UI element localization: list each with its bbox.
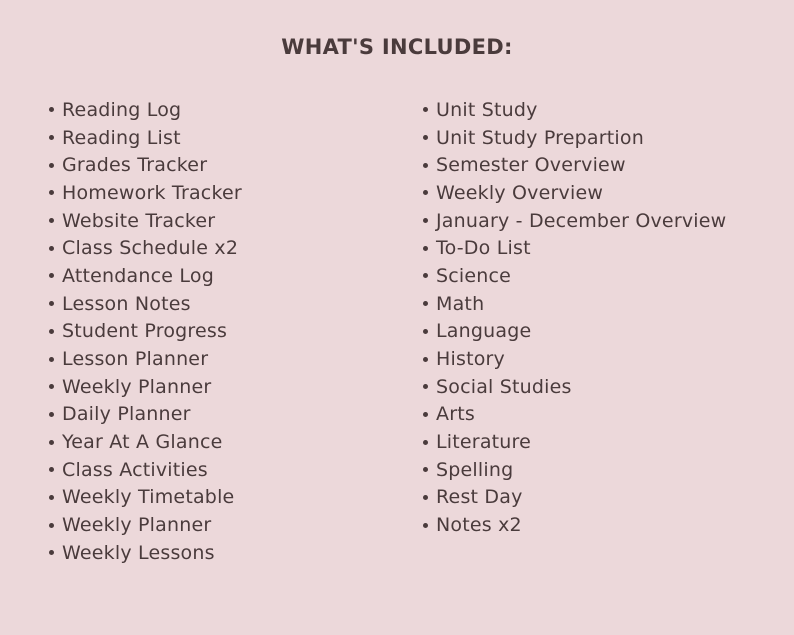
list-item — [47, 318, 242, 346]
list-item — [421, 484, 726, 512]
bullet-icon — [49, 523, 54, 528]
list-item — [47, 124, 242, 152]
list-item — [421, 290, 726, 318]
list-item — [47, 207, 242, 235]
bullet-icon — [49, 495, 54, 500]
list-item — [47, 401, 242, 429]
bullet-icon — [423, 440, 428, 445]
bullet-icon — [49, 163, 54, 168]
bullet-icon — [49, 218, 54, 223]
list-item-label: Notes x2 — [436, 514, 522, 537]
list-item — [47, 345, 242, 373]
list-item — [421, 179, 726, 207]
bullet-icon — [423, 190, 428, 195]
list-item — [421, 96, 726, 124]
list-item — [421, 511, 726, 539]
bullet-icon — [423, 329, 428, 334]
bullet-icon — [49, 135, 54, 140]
list-item — [47, 456, 242, 484]
list-item — [421, 456, 726, 484]
bullet-icon — [49, 301, 54, 306]
bullet-icon — [49, 329, 54, 334]
list-item-label: Rest Day — [436, 486, 523, 509]
bullet-icon — [423, 246, 428, 251]
bullet-icon — [423, 273, 428, 278]
list-item-label: Homework Tracker — [62, 181, 242, 204]
list-item-label: Reading Log — [62, 98, 182, 121]
bullet-icon — [423, 495, 428, 500]
list-item-label: Weekly Timetable — [62, 486, 235, 509]
list-item — [421, 345, 726, 373]
bullet-icon — [423, 107, 428, 112]
list-item — [47, 484, 242, 512]
list-item — [47, 428, 242, 456]
list-item-label: Grades Tracker — [62, 154, 208, 177]
list-item — [421, 373, 726, 401]
list-item-label: Language — [436, 320, 532, 343]
list-item-label: Class Activities — [62, 458, 208, 481]
list-item — [47, 151, 242, 179]
list-item — [421, 262, 726, 290]
bullet-icon — [49, 190, 54, 195]
list-item-label: Weekly Planner — [62, 375, 212, 398]
bullet-icon — [49, 107, 54, 112]
list-item-label: Year At A Glance — [62, 431, 223, 454]
list-item — [421, 428, 726, 456]
list-item-label: Unit Study — [436, 98, 538, 121]
list-item — [421, 151, 726, 179]
list-item-label: Attendance Log — [62, 264, 214, 287]
list-item-label: Science — [436, 264, 512, 287]
bullet-icon — [423, 523, 428, 528]
list-item-label: Weekly Lessons — [62, 541, 215, 564]
list-item-label: To-Do List — [436, 237, 531, 260]
bullet-icon — [423, 135, 428, 140]
list-item — [421, 234, 726, 262]
list-item-label: Literature — [436, 431, 532, 454]
list-item — [47, 179, 242, 207]
list-item — [421, 401, 726, 429]
list-item-label: Daily Planner — [62, 403, 191, 426]
list-item — [47, 511, 242, 539]
included-list-right — [421, 96, 726, 539]
list-item-label: Weekly Planner — [62, 514, 212, 537]
bullet-icon — [423, 163, 428, 168]
bullet-icon — [423, 357, 428, 362]
list-item — [421, 124, 726, 152]
list-item — [47, 373, 242, 401]
list-item-label: Website Tracker — [62, 209, 216, 232]
list-item-label: Spelling — [436, 458, 514, 481]
bullet-icon — [49, 273, 54, 278]
list-item-label: Arts — [436, 403, 475, 426]
bullet-icon — [49, 357, 54, 362]
bullet-icon — [49, 440, 54, 445]
included-list-left — [47, 96, 242, 567]
list-item-label: Math — [436, 292, 485, 315]
list-item-label: Unit Study Prepartion — [436, 126, 644, 149]
bullet-icon — [423, 218, 428, 223]
list-item — [47, 539, 242, 567]
list-item-label: Class Schedule x2 — [62, 237, 239, 260]
list-item — [421, 207, 726, 235]
bullet-icon — [49, 550, 54, 555]
bullet-icon — [49, 412, 54, 417]
bullet-icon — [423, 301, 428, 306]
list-item-label: Reading List — [62, 126, 181, 149]
list-item-label: Student Progress — [62, 320, 228, 343]
list-item-label: January - December Overview — [436, 209, 727, 232]
list-item — [47, 262, 242, 290]
bullet-icon — [49, 384, 54, 389]
bullet-icon — [49, 467, 54, 472]
list-item — [421, 318, 726, 346]
bullet-icon — [423, 384, 428, 389]
bullet-icon — [423, 467, 428, 472]
list-item — [47, 290, 242, 318]
list-item-label: Lesson Planner — [62, 348, 209, 371]
list-item-label: Semester Overview — [436, 154, 626, 177]
list-item-label: Weekly Overview — [436, 181, 604, 204]
list-item — [47, 96, 242, 124]
list-item-label: Lesson Notes — [62, 292, 191, 315]
list-item-label: History — [436, 348, 505, 371]
list-item — [47, 234, 242, 262]
page-title: WHAT'S INCLUDED: — [281, 35, 513, 59]
list-item-label: Social Studies — [436, 375, 572, 398]
bullet-icon — [423, 412, 428, 417]
bullet-icon — [49, 246, 54, 251]
